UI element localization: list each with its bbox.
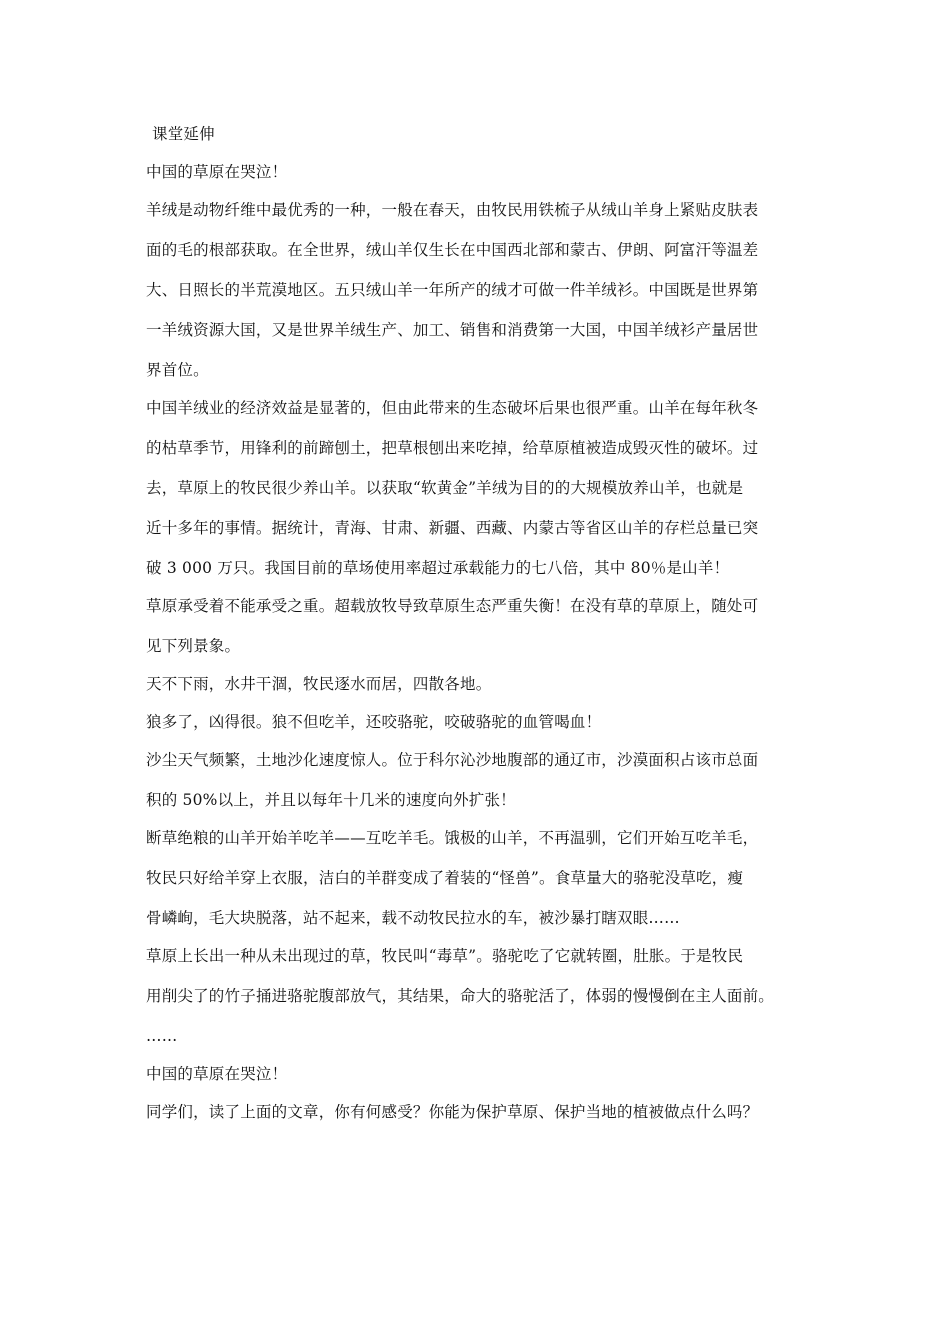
text-line: 狼多了，凶得很。狼不但吃羊，还咬骆驼，咬破骆驼的血管喝血！ [146,713,602,731]
paragraph [146,674,810,694]
text-line: 中国羊绒业的经济效益是显著的，但由此带来的生态破坏后果也很严重。山羊在每年秋冬 [146,399,759,417]
text-line: 用削尖了的竹子捅进骆驼腹部放气，其结果，命大的骆驼活了，体弱的慢慢倒在主人面前。 [146,987,775,1005]
text-line: 面的毛的根部获取。在全世界，绒山羊仅生长在中国西北部和蒙古、伊朗、阿富汗等温差 [146,241,759,259]
document-body [146,124,810,1140]
text-line: 去，草原上的牧民很少养山羊。以获取“软黄金”羊绒为目的的大规模放养山羊，也就是 [146,479,744,497]
section-title: 课堂延伸 [152,125,215,143]
text-line: 中国的草原在哭泣！ [146,1065,288,1083]
text-line: 近十多年的事情。据统计，青海、甘肃、新疆、西藏、内蒙古等省区山羊的存栏总量已突 [146,519,759,537]
text-line: 界首位。 [146,361,209,379]
text-line: 积的 50%以上，并且以每年十几米的速度向外扩张！ [146,791,516,809]
text-line: 天不下雨，水井干涸，牧民逐水而居，四散各地。 [146,675,492,693]
text-line: 大、日照长的半荒漠地区。五只绒山羊一年所产的绒才可做一件羊绒衫。中国既是世界第 [146,281,759,299]
text-line: 草原上长出一种从未出现过的草，牧民叫“毒草”。骆驼吃了它就转圈，肚胀。于是牧民 [146,947,744,965]
text-line: 一羊绒资源大国，又是世界羊绒生产、加工、销售和消费第一大国，中国羊绒衫产量居世 [146,321,759,339]
paragraph-list [146,162,810,1122]
paragraph [146,596,810,656]
text-line: 沙尘天气频繁，土地沙化速度惊人。位于科尔沁沙地腹部的通辽市，沙漠面积占该市总面 [146,751,759,769]
text-line: 草原承受着不能承受之重。超载放牧导致草原生态严重失衡！在没有草的草原上，随处可 [146,597,759,615]
paragraph [146,1064,810,1084]
text-line: 骨嶙峋，毛大块脱落，站不起来，载不动牧民拉水的车，被沙暴打瞎双眼…… [146,909,680,927]
text-line: …… [146,1027,178,1045]
text-line: 同学们，读了上面的文章，你有何感受？你能为保护草原、保护当地的植被做点什么吗？ [146,1103,759,1121]
text-line: 羊绒是动物纤维中最优秀的一种，一般在春天，由牧民用铁梳子从绒山羊身上紧贴皮肤表 [146,201,759,219]
paragraph [146,750,810,810]
text-line: 见下列景象。 [146,637,241,655]
text-line: 断草绝粮的山羊开始羊吃羊——互吃羊毛。饿极的山羊，不再温驯，它们开始互吃羊毛， [146,829,759,847]
paragraph [146,946,810,1046]
paragraph [146,712,810,732]
paragraph [146,162,810,182]
text-line: 牧民只好给羊穿上衣服，洁白的羊群变成了着装的“怪兽”。食草量大的骆驼没草吃，瘦 [146,869,744,887]
paragraph [146,200,810,380]
text-line: 破 3 000 万只。我国目前的草场使用率超过承载能力的七八倍，其中 80％是山羊！ [146,559,730,577]
paragraph [146,828,810,928]
paragraph [146,398,810,578]
text-line: 的枯草季节，用锋利的前蹄刨土，把草根刨出来吃掉，给草原植被造成毁灭性的破坏。过 [146,439,759,457]
paragraph [146,1102,810,1122]
text-line: 中国的草原在哭泣！ [146,163,288,181]
